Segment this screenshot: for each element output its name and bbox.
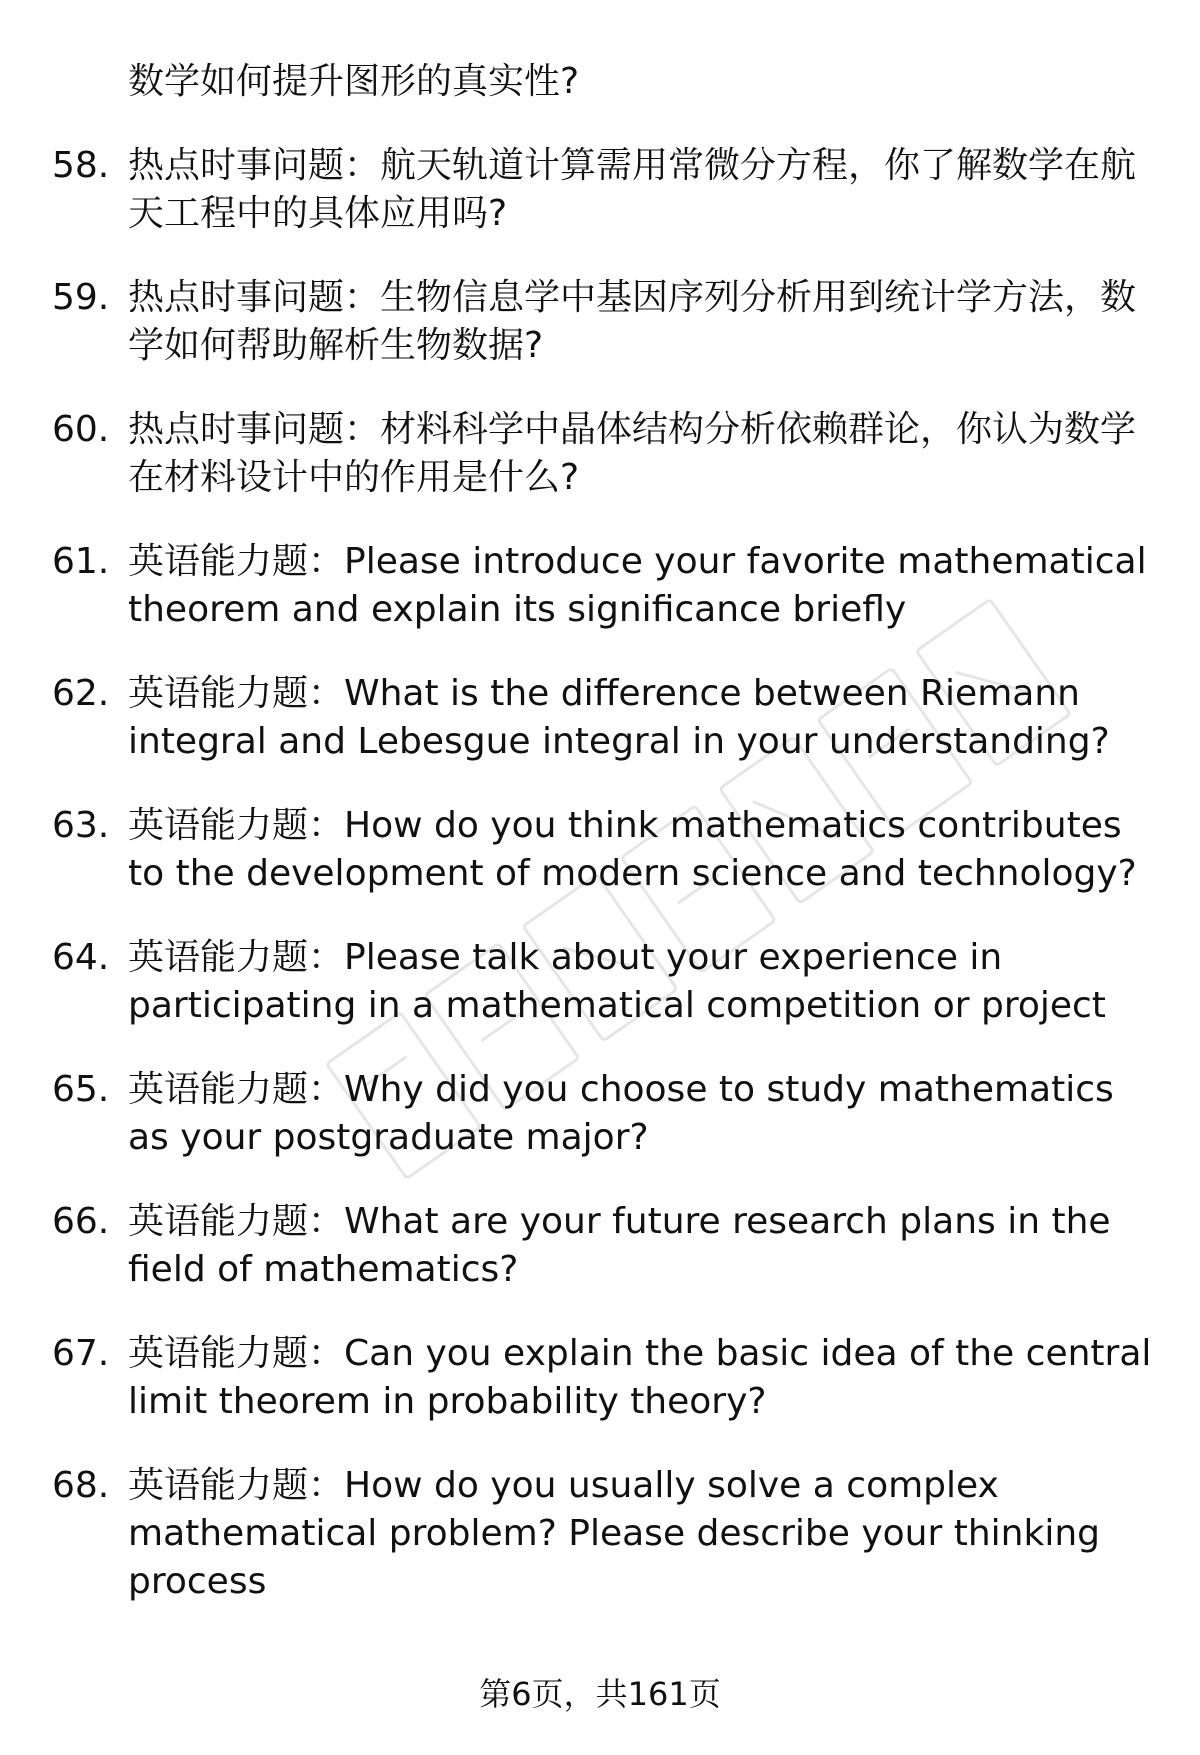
question-text: 英语能力题：How do you think mathematics contributes to the development of modern science and technology?	[128, 805, 1137, 894]
question-number: 65.	[52, 1069, 110, 1110]
question-number: 58.	[52, 145, 110, 186]
question-number: 62.	[52, 673, 110, 714]
question-text: 英语能力题：How do you usually solve a complex mathematical problem? Please describe your thinking process	[128, 1465, 1100, 1602]
question-number: 59.	[52, 277, 110, 318]
list-item	[0, 538, 1200, 634]
page-number-footer: 第6页，共161页	[479, 1675, 721, 1713]
question-text: 英语能力题：What is the difference between Riemann integral and Lebesgue integral in your understanding?	[128, 673, 1110, 762]
question-number: 64.	[52, 937, 110, 978]
question-number: 61.	[52, 541, 110, 582]
question-text: 英语能力题：Please introduce your favorite mathematical theorem and explain its significance briefly	[128, 541, 1147, 630]
question-text: 英语能力题：What are your future research plans in the field of mathematics?	[128, 1201, 1111, 1290]
list-item	[0, 1462, 1200, 1606]
list-item	[0, 1330, 1200, 1426]
question-text: 热点时事问题：材料科学中晶体结构分析依赖群论，你认为数学在材料设计中的作用是什么?	[128, 409, 1137, 498]
list-item	[0, 274, 1200, 370]
continued-question-text: 数学如何提升图形的真实性?	[128, 61, 580, 102]
list-item	[0, 1066, 1200, 1162]
list-item	[0, 670, 1200, 766]
question-text: 英语能力题：Can you explain the basic idea of the central limit theorem in probability theory?	[128, 1333, 1152, 1422]
question-number: 66.	[52, 1201, 110, 1242]
list-item	[0, 406, 1200, 502]
question-list	[0, 142, 1200, 1642]
list-item	[0, 142, 1200, 238]
list-item	[0, 802, 1200, 898]
question-number: 60.	[52, 409, 110, 450]
question-text: 英语能力题：Please talk about your experience in participating in a mathematical competition or project	[128, 937, 1106, 1026]
question-number: 68.	[52, 1465, 110, 1506]
question-text: 英语能力题：Why did you choose to study mathematics as your postgraduate major?	[128, 1069, 1114, 1158]
question-text: 热点时事问题：生物信息学中基因序列分析用到统计学方法，数学如何帮助解析生物数据?	[128, 277, 1137, 366]
list-item	[0, 1198, 1200, 1294]
question-number: 63.	[52, 805, 110, 846]
question-text: 热点时事问题：航天轨道计算需用常微分方程，你了解数学在航天工程中的具体应用吗?	[128, 145, 1137, 234]
question-number: 67.	[52, 1333, 110, 1374]
list-item	[0, 934, 1200, 1030]
